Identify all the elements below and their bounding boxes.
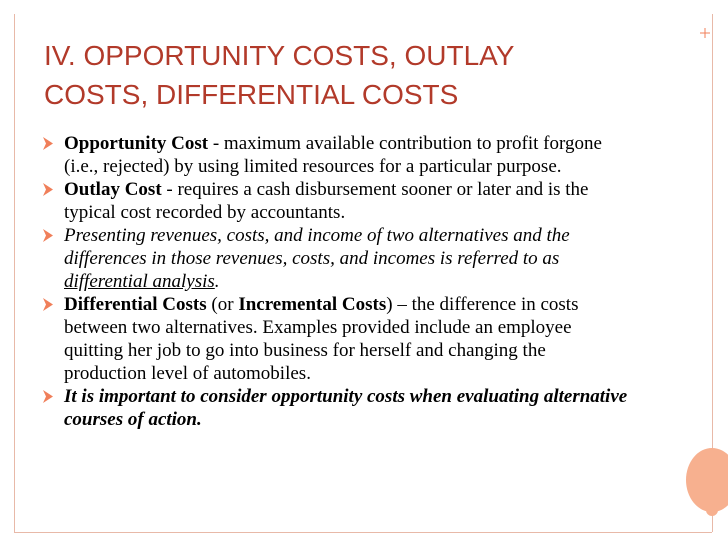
bullet-text: Presenting revenues, costs, and income of two alternatives and the differences in those revenues, costs, and incomes is referred to as [64,225,570,269]
bullet-item-differential-analysis [42,224,632,293]
bullet-item-differential-costs [42,293,632,385]
diamond-arrow-icon [42,178,58,201]
bullet-term-2: Incremental Costs [238,294,387,315]
bullet-term: Differential Costs [64,294,207,315]
bullet-text-end: . [214,271,220,292]
ornament-icon [700,28,710,38]
bullet-term: Opportunity Cost [64,133,209,154]
diamond-arrow-icon [42,224,58,247]
bullet-text: ) – the difference in costs between two alternatives. Examples provided include an employee quitting her job to go into business for herself and changing the production level of automobiles. [64,294,579,384]
diamond-arrow-icon [42,132,58,155]
diamond-arrow-icon [42,385,58,408]
slide-title-line-1: IV. OPPORTUNITY COSTS, OUTLAY [44,40,515,71]
slide-frame-bottom [14,532,712,533]
bullet-text: It is important to consider opportunity costs when evaluating alternative courses of action. [64,386,628,430]
bullet-item-opportunity-cost [42,132,632,178]
decorative-circle-small [706,504,718,516]
bullet-text: - maximum available contribution to profit forgone (i.e., rejected) by using limited resources for a particular purpose. [64,133,602,177]
bullet-list [42,132,632,431]
diamond-arrow-icon [42,293,58,316]
bullet-term: Outlay Cost [64,179,162,200]
bullet-item-conclusion [42,385,632,431]
bullet-text: - requires a cash disbursement sooner or later and is the typical cost recorded by accountants. [64,179,589,223]
differential-analysis-term: differential analysis [64,271,215,292]
slide-title [44,36,644,114]
slide-title-line-2: COSTS, DIFFERENTIAL COSTS [44,79,459,110]
decorative-circle-large [686,448,728,512]
slide-frame-left [14,14,15,532]
bullet-item-outlay-cost [42,178,632,224]
bullet-text-mid: (or [206,294,239,315]
